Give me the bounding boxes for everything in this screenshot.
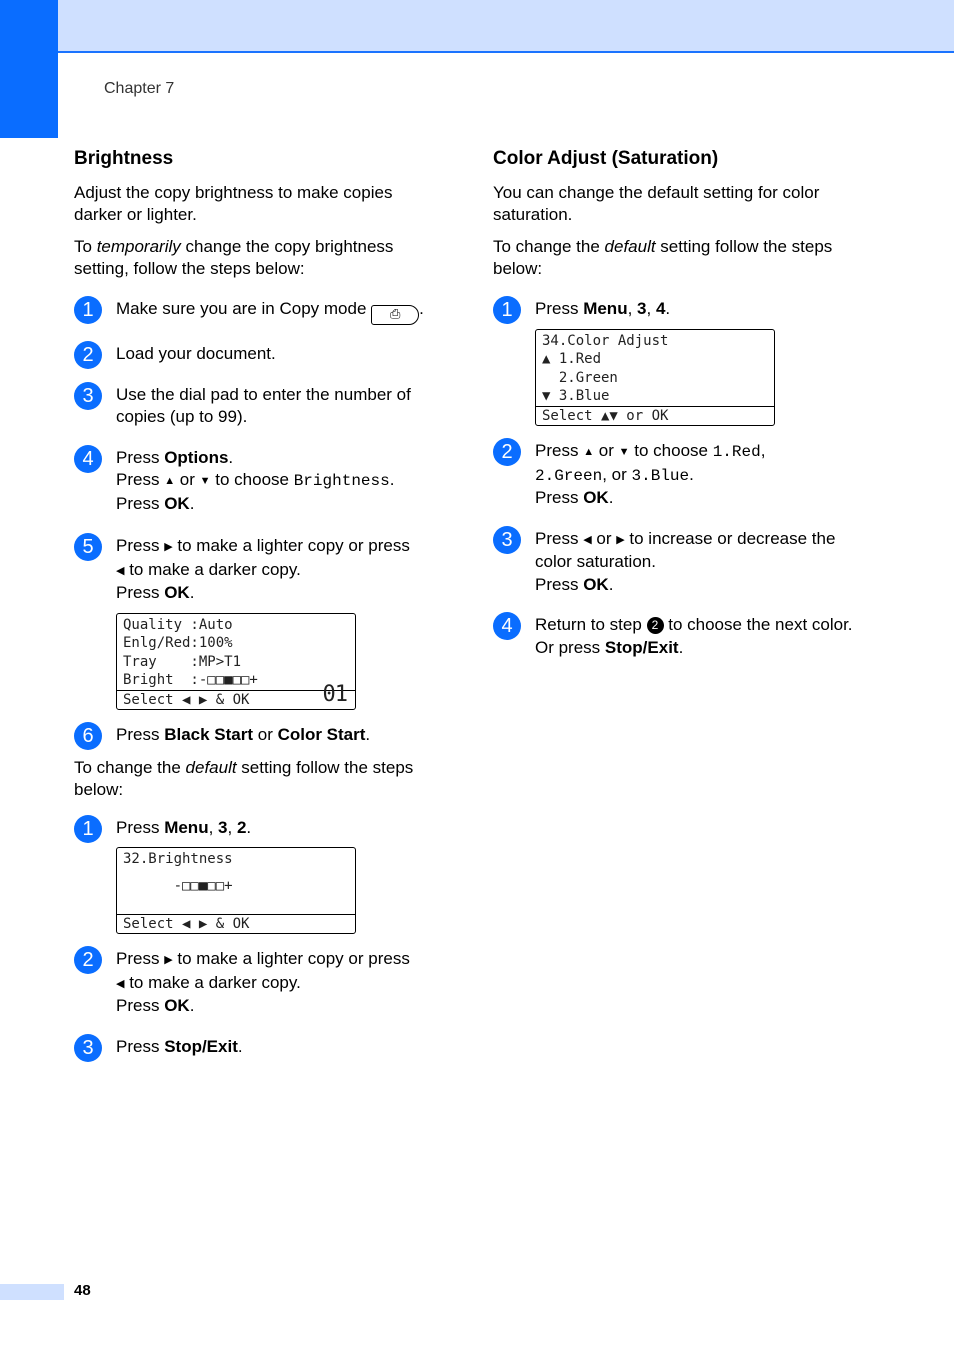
step-1: 1 Make sure you are in Copy mode ⎙ .: [74, 298, 444, 325]
step-2: 2 Press ▲ or ▼ to choose 1.Red, 2.Green, or 3.Blue. Press OK.: [493, 440, 863, 510]
step-number: 3: [74, 1034, 102, 1062]
step-reference: 2: [647, 617, 664, 634]
default-step-2: 2 Press ▶ to make a lighter copy or press ◀ to make a darker copy. Press OK.: [74, 948, 444, 1018]
left-arrow-icon: ◀: [116, 564, 125, 577]
intro-text: You can change the default setting for color saturation.: [493, 183, 820, 224]
down-arrow-icon: ▼: [618, 446, 630, 458]
step-2: 2 Load your document.: [74, 343, 444, 366]
step-number: 2: [74, 341, 102, 369]
up-arrow-icon: ▲: [583, 446, 595, 458]
step-number: 3: [74, 382, 102, 410]
chapter-label: Chapter 7: [104, 80, 175, 97]
left-arrow-icon: ◀: [116, 977, 125, 990]
section-title: Brightness: [74, 148, 174, 169]
down-arrow-icon: ▼: [199, 475, 211, 487]
step-6: 6 Press Black Start or Color Start.: [74, 724, 444, 747]
step-number: 3: [493, 526, 521, 554]
copy-count: 01: [322, 682, 347, 707]
right-arrow-icon: ▶: [164, 954, 173, 966]
step-3: 3 Press ◀ or ▶ to increase or decrease the color saturation. Press OK.: [493, 528, 863, 597]
step-3: 3 Use the dial pad to enter the number of copies (up to 99).: [74, 384, 444, 429]
intro-text: Adjust the copy brightness to make copies darker or lighter.: [74, 183, 393, 224]
step-5: 5 Press ▶ to make a lighter copy or press ◀ to make a darker copy. Press OK.: [74, 535, 444, 605]
step-number: 1: [74, 815, 102, 843]
lcd-display: Quality :Auto Enlg/Red:100% Tray :MP>T1 Bright :-□□■□□+ Select ◀ ▶ & OK 01: [116, 613, 356, 711]
step-1: 1 Press Menu, 3, 4.: [493, 298, 863, 321]
default-text: To change the default setting follow the steps below:: [493, 237, 833, 278]
step-number: 4: [493, 612, 521, 640]
color-adjust-section: [493, 148, 863, 659]
step-number: 1: [493, 296, 521, 324]
step-number: 4: [74, 445, 102, 473]
temp-text: To temporarily change the copy brightness setting, follow the steps below:: [74, 237, 394, 278]
default-text: To change the default setting follow the steps below:: [74, 757, 414, 799]
step-number: 5: [74, 533, 102, 561]
brightness-section: [74, 148, 444, 1058]
copy-mode-icon: ⎙: [371, 305, 419, 325]
footer-band: [0, 1284, 64, 1300]
step-4: 4 Return to step 2 to choose the next color. Or press Stop/Exit.: [493, 614, 863, 659]
step-number: 1: [74, 296, 102, 324]
default-step-3: 3 Press Stop/Exit.: [74, 1036, 444, 1059]
step-number: 6: [74, 722, 102, 750]
step-4: 4 Press Options. Press ▲ or ▼ to choose Brightness. Press OK.: [74, 447, 444, 516]
right-arrow-icon: ▶: [616, 533, 625, 546]
default-step-1: 1 Press Menu, 3, 2.: [74, 817, 444, 840]
step-number: 2: [493, 438, 521, 466]
up-arrow-icon: ▲: [164, 475, 176, 487]
header-band: [0, 0, 954, 53]
page-number: 48: [74, 1282, 91, 1299]
lcd-display: 34.Color Adjust ▲ 1.Red 2.Green ▼ 3.Blue Select ▲▼ or OK: [535, 329, 775, 427]
left-arrow-icon: ◀: [583, 533, 592, 546]
step-number: 2: [74, 946, 102, 974]
chapter-tab: [0, 0, 58, 138]
lcd-display: 32.Brightness -□□■□□+ Select ◀ ▶ & OK: [116, 847, 356, 934]
right-arrow-icon: ▶: [164, 541, 173, 553]
section-title: Color Adjust (Saturation): [493, 148, 719, 169]
